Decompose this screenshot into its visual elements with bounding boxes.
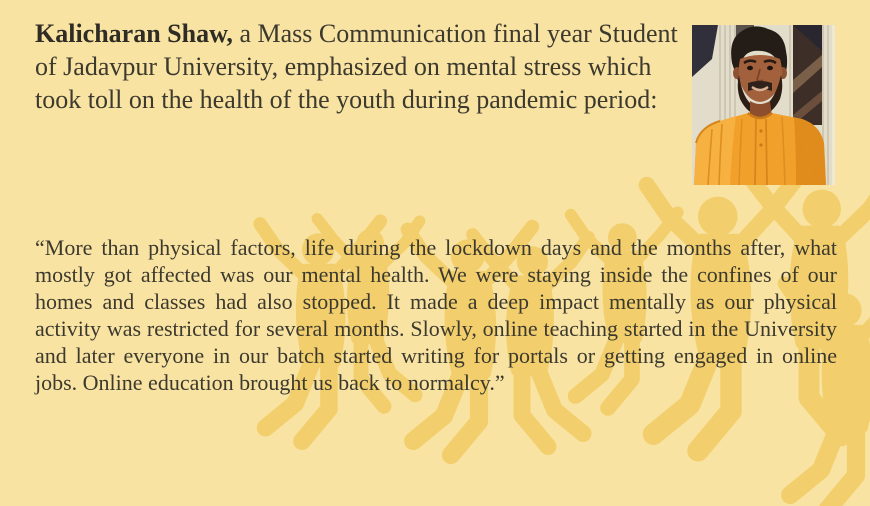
quote-paragraph: “More than physical factors, life during the lockdown days and the months after, what mostly got affected was our mental health. We were staying inside the confines of our homes and classes had also stopped. It made a deep impact mentally as our physical activity was restricted for several months. Slowly, online teaching started in the University and later everyone in our batch started writing for portals or getting engaged in online jobs. Online education brought us back to normalcy.” [35,235,837,395]
portrait-illustration [692,25,832,185]
person-name: Kalicharan Shaw, [35,19,233,48]
portrait-photo [692,25,835,185]
intro-text: a Mass Communication final year Student of Jadavpur University, emphasized on mental stress which took toll on the health of the youth during pandemic period: [35,19,678,114]
intro-paragraph [35,17,680,116]
